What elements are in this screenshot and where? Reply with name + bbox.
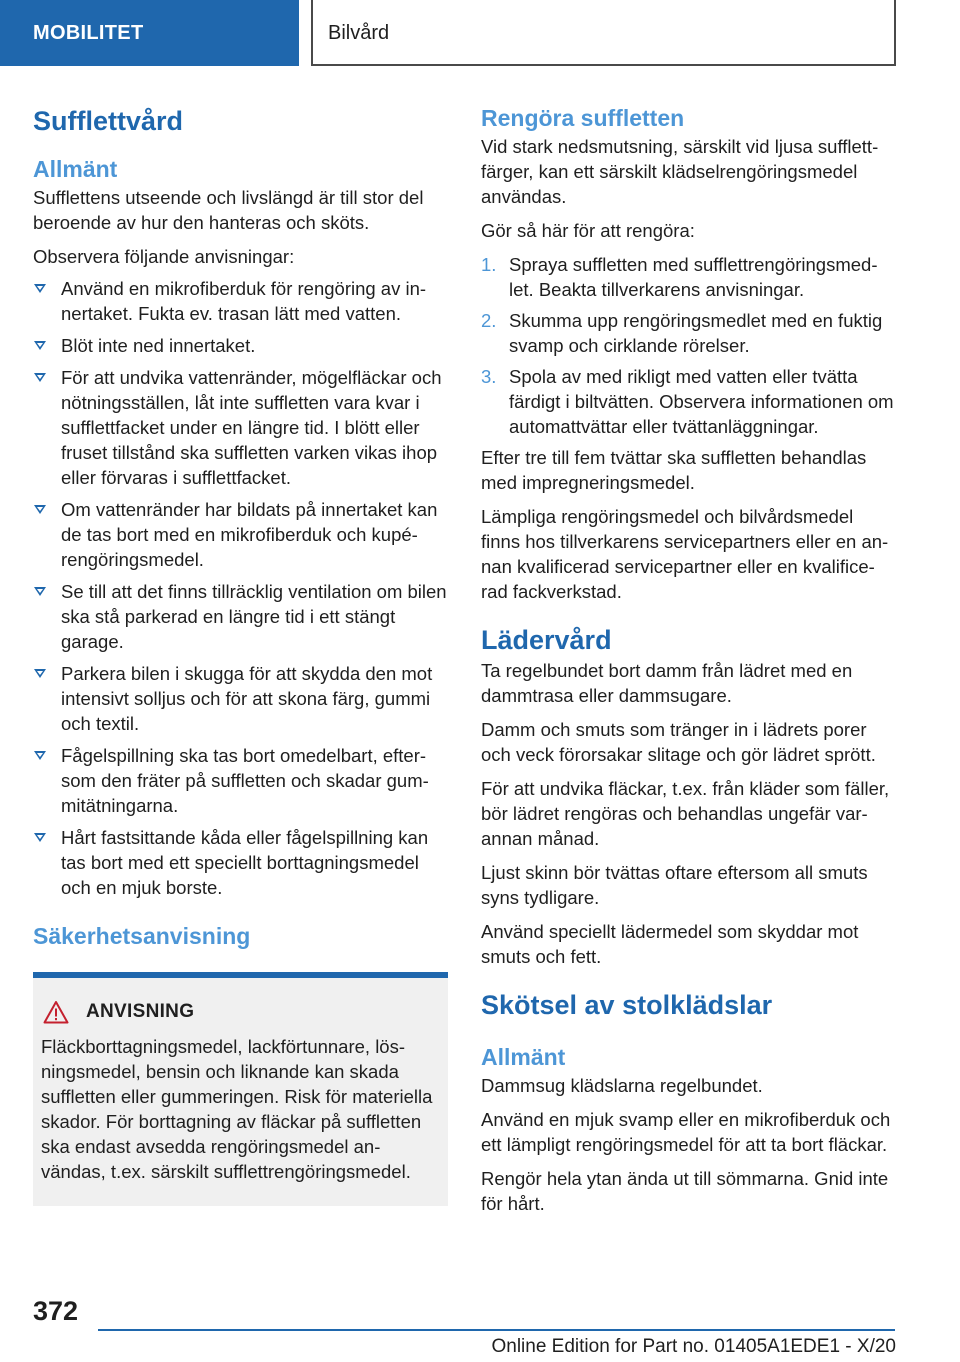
seat-paragraph-1: Dammsug klädslarna regelbundet.: [481, 1075, 763, 1096]
list-item-text: Blöt inte ned innertaket.: [61, 335, 256, 356]
intro-paragraph: Sufflettens utseende och livslängd är till stor del beroende av hur den hanteras och sköts.: [33, 187, 424, 233]
clean-after-paragraph: Efter tre till fem tvättar ska suffletten behandlas med impregneringsmedel.: [481, 447, 867, 493]
triangle-bullet-icon: [34, 505, 46, 514]
heading-sakerhetsanvisning: Säkerhetsanvisning: [33, 923, 251, 949]
left-column: [33, 96, 448, 1206]
triangle-bullet-icon: [34, 751, 46, 760]
clean-agents-paragraph: Lämpliga rengöringsmedel och bilvårdsmedel finns hos tillverkarens servicepartners eller en annan kvalificerad servicepartner eller en kvalificerad fackverkstad.: [481, 506, 889, 602]
step-text: Spraya suffletten med sufflettrengöringsmedlet. Beakta tillverkarens anvisningar.: [509, 254, 878, 300]
step-item: [481, 364, 895, 439]
page-number: 372: [33, 1296, 79, 1326]
steps-list: [481, 252, 895, 439]
list-item-text: Parkera bilen i skugga för att skydda den mot intensivt solljus och för att skona färg, gummi och textil.: [61, 663, 433, 734]
footer-divider: [98, 1329, 895, 1331]
warning-triangle-icon: [43, 1000, 69, 1024]
section-tab: MOBILITET: [0, 0, 299, 66]
triangle-bullet-icon: [34, 833, 46, 842]
list-item: [33, 497, 448, 572]
notice-box: [33, 972, 448, 1206]
list-item-text: Använd en mikrofiberduk för rengöring av innertaket. Fukta ev. trasan lätt med vatten.: [61, 278, 427, 324]
heading-skotsel-stolkladslar: Skötsel av stolklädslar: [481, 990, 773, 1020]
instruction-list: [33, 276, 448, 900]
list-item-text: För att undvika vattenränder, mögelfläckar och nötningsställen, låt inte suffletten vara kvar i sufflettfacket under en längre tid. I blött eller fruset tillstånd ska suffletten varken vikas ihop eller förvaras i sufflettfacket.: [61, 367, 442, 488]
triangle-bullet-icon: [34, 341, 46, 350]
heading-ladervard: Lädervård: [481, 625, 612, 655]
list-item-text: Fågelspillning ska tas bort omedelbart, eftersom den fräter på suffletten och skadar gummitätningarna.: [61, 745, 429, 816]
leather-paragraph-3: För att undvika fläckar, t.ex. från kläder som fäller, bör lädret rengöras och behandlas ungefär varannan månad.: [481, 778, 890, 849]
list-item: [33, 276, 448, 326]
heading-allmant-seats: Allmänt: [481, 1044, 566, 1070]
step-text: Skumma upp rengöringsmedlet med en fuktig svamp och cirklande rörelser.: [509, 310, 883, 356]
heading-allmant: Allmänt: [33, 156, 118, 182]
clean-howto-paragraph: Gör så här för att rengöra:: [481, 220, 695, 241]
list-item: [33, 743, 448, 818]
leather-paragraph-2: Damm och smuts som tränger in i lädrets porer och veck förorsakar slitage och gör lädret sprött.: [481, 719, 876, 765]
step-item: [481, 252, 895, 302]
triangle-bullet-icon: [34, 587, 46, 596]
seat-paragraph-3: Rengör hela ytan ända ut till sömmarna. Gnid inte för hårt.: [481, 1168, 889, 1214]
heading-rengora-suffletten: Rengöra suffletten: [481, 105, 685, 131]
list-item: [33, 661, 448, 736]
footer-edition: Online Edition for Part no. 01405A1EDE1 - X/20: [491, 1336, 896, 1357]
step-number: 2.: [481, 310, 497, 331]
chapter-title: Bilvård: [328, 22, 390, 44]
list-item-text: Om vattenränder har bildats på innertaket kan de tas bort med en mikrofiberduk och kupérengöringsmedel.: [61, 499, 438, 570]
observe-paragraph: Observera följande anvisningar:: [33, 246, 295, 267]
leather-paragraph-1: Ta regelbundet bort damm från lädret med en dammtrasa eller dammsugare.: [481, 660, 853, 706]
leather-paragraph-4: Ljust skinn bör tvättas oftare eftersom all smuts syns tydligare.: [481, 862, 868, 908]
chapter-header: [311, 0, 896, 66]
list-item: [33, 365, 448, 490]
step-item: [481, 308, 895, 358]
heading-sufflettvard: Sufflettvård: [33, 106, 184, 136]
list-item-text: Se till att det finns tillräcklig ventilation om bilen ska stå parkerad en längre tid i ett stängt garage.: [61, 581, 447, 652]
list-item: [33, 333, 448, 358]
clean-intro-paragraph: Vid stark nedsmutsning, särskilt vid ljusa sufflettfärger, kan ett särskilt klädselrengöringsmedel användas.: [481, 136, 879, 207]
list-item: [33, 825, 448, 900]
leather-paragraph-5: Använd speciellt lädermedel som skyddar mot smuts och fett.: [481, 921, 859, 967]
triangle-bullet-icon: [34, 284, 46, 293]
step-number: 3.: [481, 366, 497, 387]
notice-text: Fläckborttagningsmedel, lackförtunnare, lösningsmedel, bensin och liknande kan skada suffletten eller gummeringen. Risk för materiella skador. För borttagning av fläckar på suffletten ska endast avsedda rengöringsmedel användas, t.ex. särskilt sufflettrengöringsmedel.: [41, 1036, 433, 1182]
list-item: [33, 579, 448, 654]
list-item-text: Hårt fastsittande kåda eller fågelspillning kan tas bort med ett speciellt borttagningsmedel och en mjuk borste.: [61, 827, 429, 898]
triangle-bullet-icon: [34, 669, 46, 678]
notice-header: [41, 1000, 436, 1024]
right-column: [481, 96, 895, 1216]
notice-label: ANVISNING: [86, 1001, 195, 1022]
seat-paragraph-2: Använd en mjuk svamp eller en mikrofiberduk och ett lämpligt rengöringsmedel för att ta bort fläckar.: [481, 1109, 891, 1155]
step-number: 1.: [481, 254, 497, 275]
step-text: Spola av med rikligt med vatten eller tvätta färdigt i biltvätten. Observera informationen om automattvättar eller tvättanläggningar.: [509, 366, 894, 437]
triangle-bullet-icon: [34, 373, 46, 382]
